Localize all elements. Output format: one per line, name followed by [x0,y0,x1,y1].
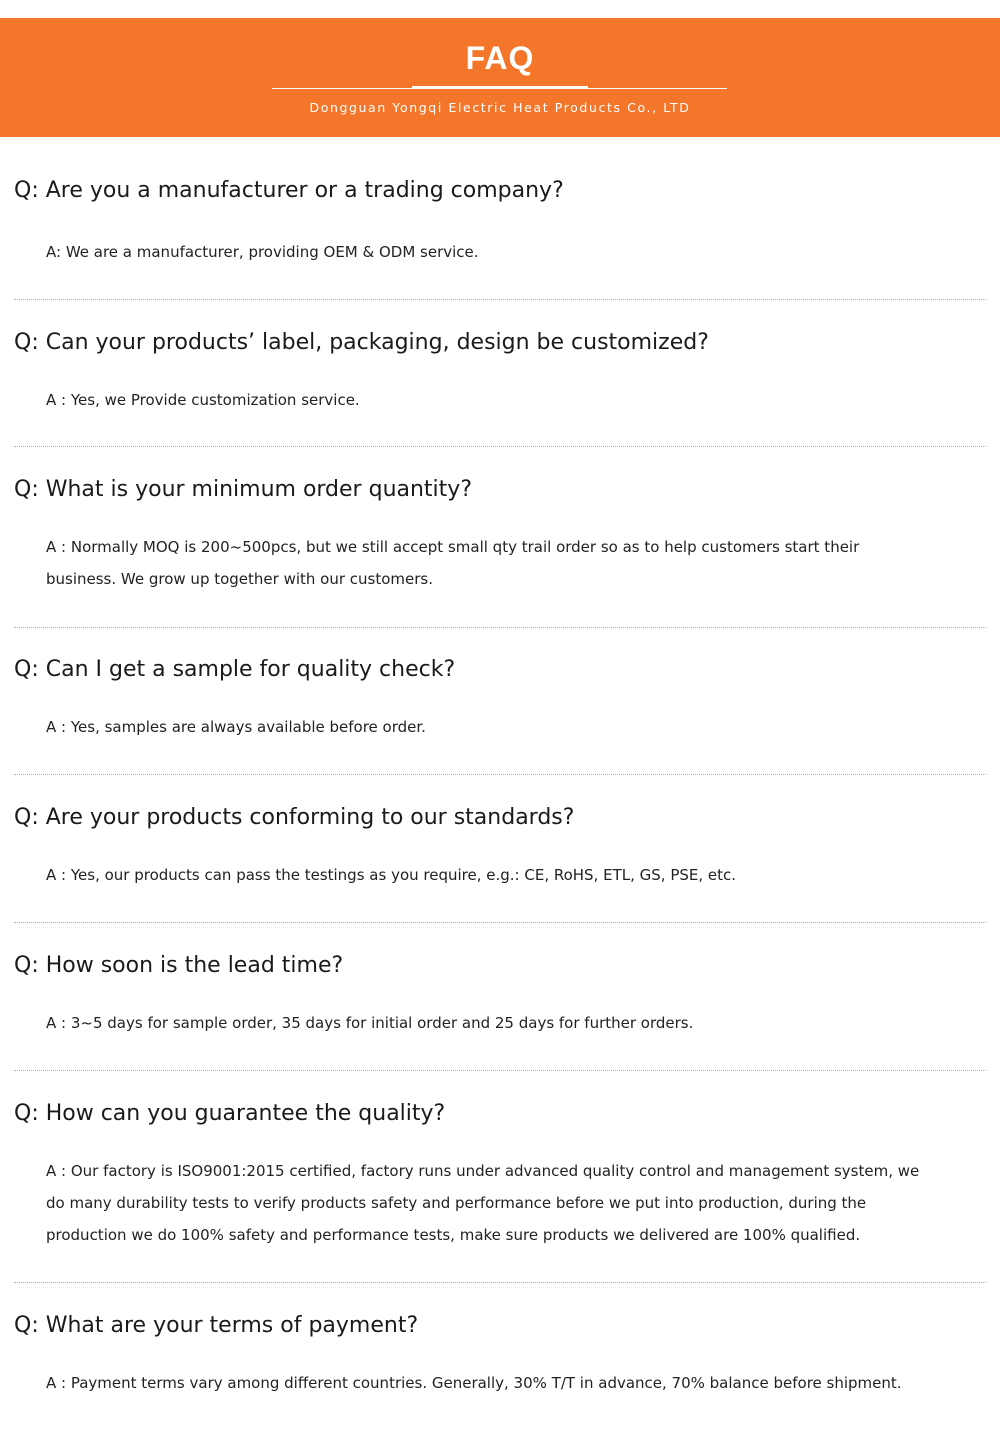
faq-question-8: Q: What are your terms of payment? [14,1313,419,1338]
faq-question-4: Q: Can I get a sample for quality check? [14,657,456,682]
faq-divider [14,922,986,923]
faq-answer-7: A : Our factory is ISO9001:2015 certified, factory runs under advanced quality control and management system, we do many durability tests to verify products safety and performance before we put into production, during the production we do 100% safety and performance tests, make sure products we delivered are 100% qualified. [46,1162,920,1244]
faq-question-2: Q: Can your products’ label, packaging, design be customized? [14,330,709,355]
faq-divider [14,446,986,447]
faq-divider [14,299,986,300]
faq-answer-4: A : Yes, samples are always available before order. [46,718,426,736]
faq-answer-6: A : 3~5 days for sample order, 35 days for initial order and 25 days for further orders. [46,1014,694,1032]
faq-answer-2: A : Yes, we Provide customization service. [46,391,360,409]
faq-divider [14,774,986,775]
title-divider-accent [412,86,588,89]
faq-question-6: Q: How soon is the lead time? [14,953,344,978]
faq-question-3: Q: What is your minimum order quantity? [14,477,472,502]
faq-header-banner [0,18,1000,137]
faq-answer-8: A : Payment terms vary among different countries. Generally, 30% T/T in advance, 70% balance before shipment. [46,1374,902,1392]
faq-answer-3: A : Normally MOQ is 200~500pcs, but we still accept small qty trail order so as to help customers start their business. We grow up together with our customers. [46,538,860,588]
faq-question-7: Q: How can you guarantee the quality? [14,1101,446,1126]
company-name: Dongguan Yongqi Electric Heat Products Co., LTD [309,100,691,115]
faq-question-5: Q: Are your products conforming to our standards? [14,805,575,830]
faq-question-1: Q: Are you a manufacturer or a trading company? [14,178,564,203]
faq-answer-1: A: We are a manufacturer, providing OEM & ODM service. [46,243,479,261]
faq-divider [14,1282,986,1283]
faq-answer-5: A : Yes, our products can pass the testings as you require, e.g.: CE, RoHS, ETL, GS, PSE, etc. [46,866,737,884]
faq-divider [14,1070,986,1071]
faq-divider [14,627,986,628]
page-title: FAQ [465,40,535,76]
